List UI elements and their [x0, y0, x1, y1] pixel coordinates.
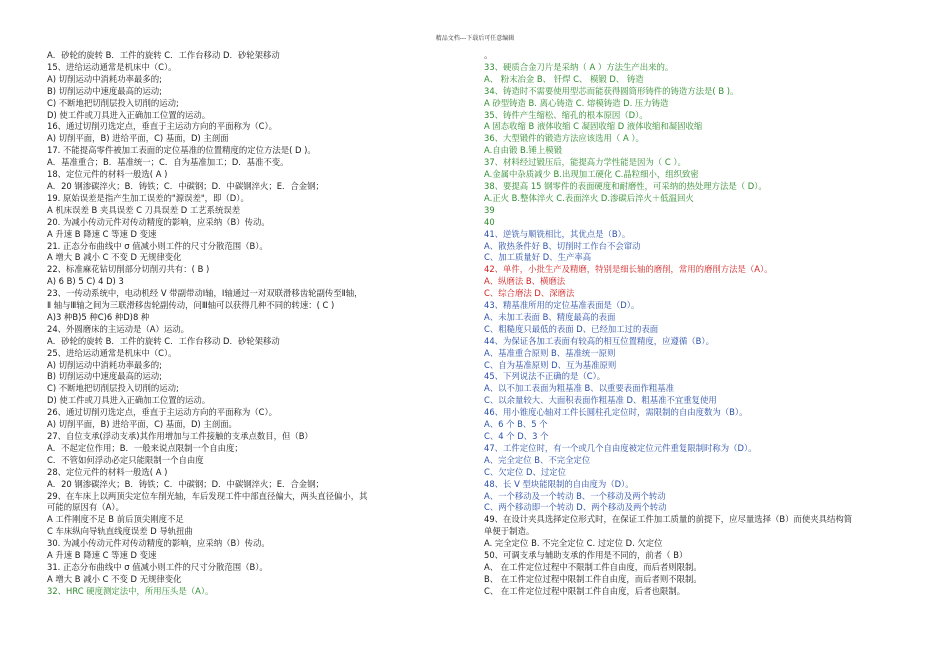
right-column-line: B、 在工件定位过程中限制工件自由度，而后者则不限制。: [484, 573, 702, 584]
right-column-line: A. 完全定位 B. 不完全定位 C. 过定位 D. 欠定位: [484, 538, 663, 549]
left-column-line: 20. 为减小传动元件对传动精度的影响，应采纳（B）传动。: [47, 216, 270, 227]
left-column-line: 24、外圆磨床的主运动是（A）运动。: [47, 323, 190, 334]
left-column-line: A)3 种B)5 种C)6 种D)8 种: [47, 311, 150, 322]
right-column-line: A、纵磨法 B、横磨法: [484, 276, 566, 287]
left-column-line: D) 使工件或刀具进入正确加工位置的运动。: [47, 395, 211, 406]
right-column-line: 43、精基准所用的定位基准表面是（D）。: [484, 300, 640, 311]
left-column-line: A 工件刚度不足 B 前后顶尖刚度不足: [47, 514, 184, 525]
right-column-line: 35、铸件产生缩松、缩孔的根本原因（D）。: [484, 109, 648, 120]
left-column-line: D) 使工件或刀具进入正确加工位置的运动。: [47, 109, 211, 120]
right-column-line: A.金属中杂质减少 B.出现加工硬化 C.晶粒细小，组织致密: [484, 169, 699, 180]
right-column-line: A.自由锻 B.锤上模锻: [484, 145, 562, 156]
right-column-line: A.正火 B.整体淬火 C.表面淬火 D.渗碳后淬火＋低温回火: [484, 192, 694, 203]
left-column-line: Ⅱ 轴与Ⅲ轴之间为三联滑移齿轮副传动，问Ⅲ轴可以获得几种不同的转速：( C ): [47, 300, 335, 311]
right-column-line: C、综合磨法 D、深磨法: [484, 288, 575, 299]
right-column-line: A 固态收缩 B 液体收缩 C 凝固收缩 D 液体收缩和凝固收缩: [484, 121, 703, 132]
right-column: [484, 50, 914, 598]
left-column-line: 30. 为减小传动元件对传动精度的影响，应采纳（B）传动。: [47, 538, 270, 549]
right-column-line: 44、为保证各加工表面有较高的相互位置精度，应遵循（B）。: [484, 335, 714, 346]
right-column-line: A、未加工表面 B、精度最高的表面: [484, 311, 616, 322]
left-column-line: C 车床纵向导轨直线度误差 D 导轨扭曲: [47, 526, 193, 537]
right-column-line: A 砂型铸造 B. 离心铸造 C. 熔模铸造 D. 压力铸造: [484, 97, 669, 108]
right-column-line: 37、材料经过锻压后，能提高力学性能是因为（ C ）。: [484, 157, 686, 168]
right-column-line: 41、逆铣与顺铣相比，其优点是（B）。: [484, 228, 631, 239]
left-column-line: 26、通过切削刃选定点，垂直于主运动方向的平面称为（C）。: [47, 407, 278, 418]
left-column-line: A) 6 B) 5 C) 4 D) 3: [47, 276, 124, 287]
right-column-line: 46、用小锥度心轴对工件长圆柱孔定位时，需限制的自由度数为（B）。: [484, 407, 748, 418]
left-column-line: 22、标准麻花钻切削部分切削刃共有：( B ): [47, 264, 210, 275]
left-column-line: 29、在车床上以两顶尖定位车削光轴，车后发现工件中部直径偏大，两头直径偏小，其: [47, 490, 368, 501]
left-column-line: A．基准重合；B．基准统一；C．自为基准加工；D．基准不变。: [47, 157, 289, 168]
left-column-line: 可能的原因有（A）。: [47, 502, 124, 513]
left-column-line: B) 切削运动中速度最高的运动;: [47, 85, 162, 96]
right-column-line: 42、单件，小批生产及精磨，特别是细长轴的磨削，常用的磨削方法是（A）。: [484, 264, 773, 275]
right-column-line: C、以余量较大、大面积表面作粗基准 D、粗基准不宜重复使用: [484, 395, 717, 406]
right-column-line: 45、下列说法不正确的是（C）。: [484, 371, 606, 382]
right-column-line: A、以不加工表面为粗基准 B、以重要表面作粗基准: [484, 383, 675, 394]
left-column-line: 25、进给运动通常是机床中（C）。: [47, 347, 177, 358]
left-column-line: 23、一传动系统中，电动机经 V 带副带动Ⅰ轴，Ⅰ轴通过一对双联滑移齿轮副传至Ⅱ轴，: [47, 288, 363, 299]
right-column-line: C、自为基准原则 D、互为基准原则: [484, 359, 617, 370]
right-column-line: 36、大型锻件的锻造方法应该选用（ A ）。: [484, 133, 644, 144]
right-column-line: 40: [484, 216, 495, 227]
left-column-line: A) 切削运动中消耗功率最多的;: [47, 73, 162, 84]
right-column-line: A、基准重合原则 B、基准统一原则: [484, 347, 616, 358]
right-column-line: 单便于制造。: [484, 526, 535, 537]
left-column-line: A) 切削平面，B) 进给平面，C) 基面，D) 主剖面: [47, 133, 229, 144]
right-column-line: A、 粉末冶金 B、 钎焊 C、 模锻 D、 铸造: [484, 73, 644, 84]
left-column-line: A 增大 B 减小 C 不变 D 无规律变化: [47, 573, 182, 584]
left-column-line: A 升速 B 降速 C 等速 D 变速: [47, 550, 157, 561]
right-column-line: C、4 个 D、3 个: [484, 431, 549, 441]
left-column-line: A．砂轮的旋转 B．工件的旋转 C．工作台移动 D．砂轮架移动: [47, 335, 280, 346]
left-column-line: 17. 不能提高零件被加工表面的定位基准的位置精度的定位方法是( D )。: [47, 145, 316, 156]
right-column-line: 50、可调支承与辅助支承的作用是不同的，前者（ B）: [484, 550, 688, 561]
right-column-line: 。: [484, 50, 493, 60]
left-column-line: 32、HRC 硬度测定法中，所用压头是（A）。: [47, 585, 214, 596]
left-column-line: 18、定位元件的材料一般选( A ): [47, 169, 168, 180]
right-column-line: A、6 个 B、5 个: [484, 419, 548, 430]
left-column-line: 15、进给运动通常是机床中（C）。: [47, 61, 177, 72]
left-column-line: A．20 钢渗碳淬火；B．铸铁；C．中碳钢；D．中碳钢淬火；E．合金钢；: [47, 180, 324, 191]
right-column-line: A、 在工件定位过程中不限制工件自由度，而后者则限制。: [484, 561, 702, 572]
left-column-line: B) 切削运动中速度最高的运动;: [47, 371, 162, 382]
left-column-line: A 机床误差 B 夹具误差 C 刀具误差 D 工艺系统误差: [47, 204, 241, 215]
right-column-line: C、粗糙度只最低的表面 D、已经加工过的表面: [484, 323, 659, 334]
left-column-line: 28、定位元件的材料一般选( A ): [47, 466, 168, 477]
left-column-line: A．砂轮的旋转 B．工件的旋转 C．工作台移动 D．砂轮架移动: [47, 50, 280, 60]
right-column-line: C、加工质量好 D、生产率高: [484, 252, 592, 263]
right-column-line: 48、长 V 型块能限制的自由度为（D）。: [484, 478, 634, 489]
right-column-line: 34、铸造时不需要使用型芯而能获得圆筒形铸件的铸造方法是( B )。: [484, 85, 739, 96]
left-column-line: 16、通过切削刃选定点，垂直于主运动方向的平面称为（C）。: [47, 121, 278, 132]
right-column-line: 33、硬质合金刀片是采纳（ A ）方法生产出来的。: [484, 61, 674, 72]
left-column-line: A．不起定位作用；B．一般来说点限制一个自由度；: [47, 442, 243, 453]
right-column-line: A、一个移动及一个转动 B、一个移动及两个转动: [484, 490, 666, 501]
left-column-line: A 升速 B 降速 C 等速 D 变速: [47, 228, 157, 239]
left-column-line: 21. 正态分布曲线中 σ 值减小则工件的尺寸分散范围（B）。: [47, 240, 268, 251]
right-column-line: 49、在设计夹具选择定位形式时，在保证工件加工质量的前提下，应尽量选择（B）而使夹具结构简: [484, 514, 853, 525]
left-column-line: A．20 钢渗碳淬火；B．铸铁；C．中碳钢；D．中碳钢淬火；E．合金钢；: [47, 478, 324, 489]
left-column-line: 27、自位支承(浮动支承)其作用增加与工件接触的支承点数目，但（B）: [47, 431, 313, 441]
left-column-line: A) 切削运动中消耗功率最多的;: [47, 359, 162, 370]
right-column-line: 38、要提高 15 钢零件的表面硬度和耐磨性，可采纳的热处理方法是（ D）。: [484, 180, 767, 191]
right-column-line: A、散热条件好 B、切削时工作台不会窜动: [484, 240, 641, 251]
right-column-line: A、完全定位 B、不完全定位: [484, 454, 591, 465]
left-column-line: C) 不断地把切削层投入切削的运动;: [47, 97, 179, 108]
left-column: [47, 50, 457, 598]
right-column-line: 39: [484, 204, 495, 215]
left-column-line: 19. 原始误差是指产生加工误差的"源误差"，即（D）。: [47, 192, 249, 203]
right-column-line: C、 在工件定位过程中限制工件自由度，后者也限制。: [484, 585, 686, 596]
left-column-line: A) 切削平面，B) 进给平面，C) 基面，D) 主剖面。: [47, 419, 237, 430]
left-column-line: 31. 正态分布曲线中 σ 值减小则工件的尺寸分散范围（B）。: [47, 561, 268, 572]
left-column-line: C) 不断地把切削层投入切削的运动;: [47, 383, 179, 394]
right-column-line: C、两个移动即一个转动 D、两个移动及两个转动: [484, 502, 667, 513]
page-header: 精品文档---下载后可任意编辑: [435, 35, 515, 42]
left-column-line: A 增大 B 减小 C 不变 D 无规律变化: [47, 252, 182, 263]
right-column-line: C、欠定位 D、过定位: [484, 466, 566, 477]
right-column-line: 47、工件定位时，有一个或几个自由度被定位元件重复限制时称为（D）。: [484, 442, 757, 453]
left-column-line: C．不管如何浮动必定只能限制一个自由度: [47, 454, 204, 465]
